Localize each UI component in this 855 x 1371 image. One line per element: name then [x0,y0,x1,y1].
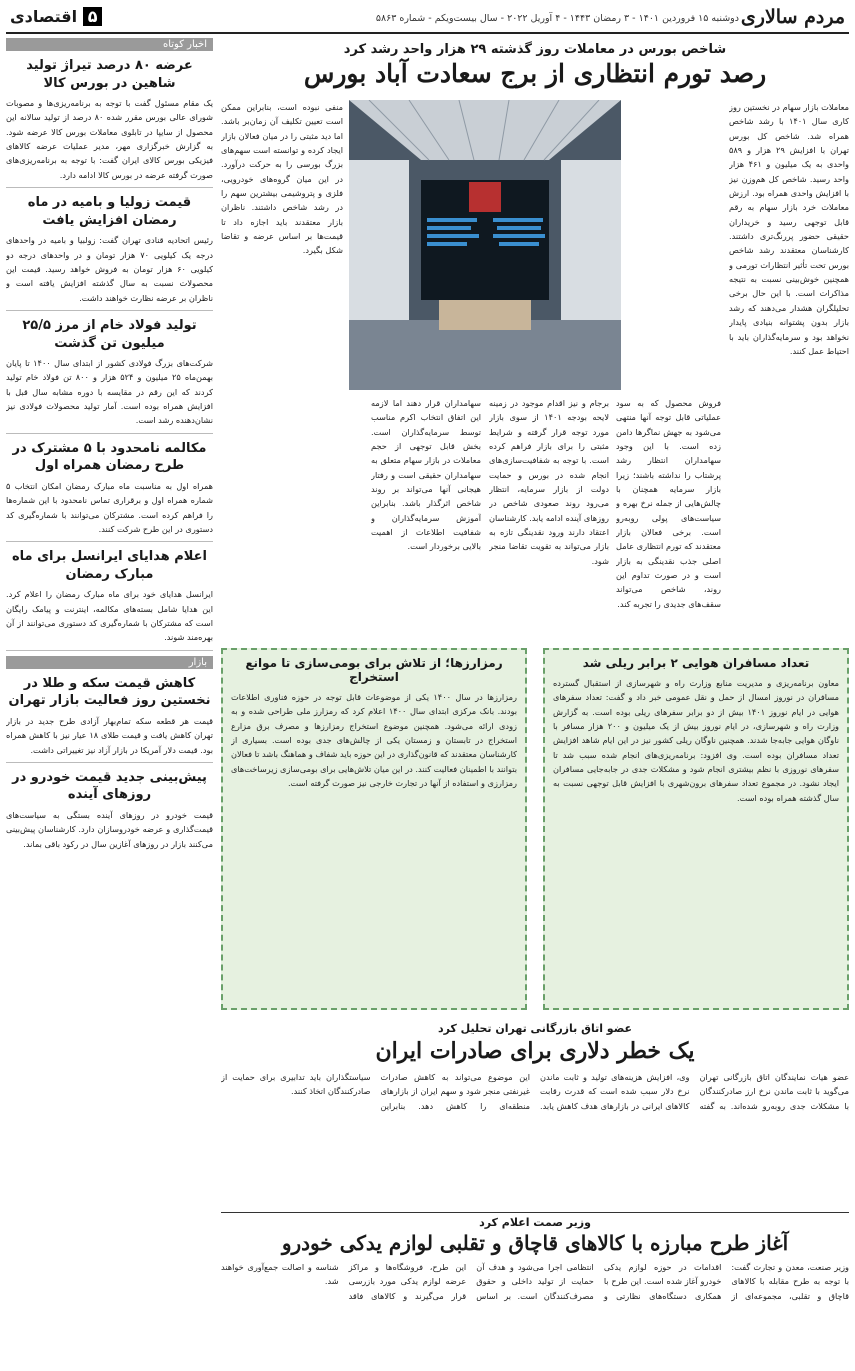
sidebar-item-title: مکالمه نامحدود با ۵ مشترک در طرح رمضان همراه اول [12,440,207,474]
lead-column-a: معاملات بازار سهام در نخستین روز کاری سال ۱۴۰۱ با رشد شاخص همراه شد. شاخص کل بورس تهران با افزایش ۲۹ هزار و ۵۸۹ واحدی به یک میلیون و ۴۶۱ هزار واحد رسید. شاخص کل هم‌وزن نیز با افزایش واحدی همراه بود. ارزش معاملات خرد بازار سهام به رقم قابل توجهی رسید و خریداران حقیقی حضور پررنگ‌تری داشتند. کارشناسان معتقدند رشد شاخص بورس تحت تأثیر انتظارات تورمی و همچنین خوش‌بینی نسبت به نتیجه مذاکرات است. با این حال برخی تحلیلگران هشدار می‌دهند که رشد بازار بدون پشتوانه بنیادی پایدار نخواهد بود و سرمایه‌گذاران باید با احتیاط عمل کنند. [729,102,849,356]
section3-headline: آغاز طرح مبارزه با کالاهای قاچاق و تقلبی لوازم یدکی خودرو [281,1231,789,1255]
divider [6,433,213,434]
news-sidebar [6,38,213,1365]
lead-column-b: فروش محصول که به سود عملیاتی قابل توجه آنها منتهی می‌شود به جهش نماگرها دامن زده است. با این وجود سهامداران انتظار رشد پرشتاب را نداشته باشند؛ زیرا بازار سرمایه همچنان با چالش‌هایی از جمله نرخ بهره و سیاست‌های پولی روبه‌رو است. برخی فعالان بازار معتقدند که تورم انتظاری عامل اصلی جذب نقدینگی به بازار است و در صورت تداوم این روند، شاخص می‌تواند سقف‌های جدیدی را تجربه کند. [616,398,721,609]
section-name: اقتصادی [10,7,78,26]
lead-column-d: سهامداران قرار دهند اما لازمه این اتفاق انتخاب اکرم مناسب توسط سرمایه‌گذاران است. بخش قابل توجهی از حجم معاملات در بازار سهام متعلق به سهامداران حقیقی است و رفتار هیجانی آنها می‌تواند بر روند شاخص اثرگذار باشد. بنابراین آموزش سرمایه‌گذاران و شفافیت اطلاعات از اهمیت بالایی برخوردار است. [371,398,481,552]
sidebar-item-text: قیمت خودرو در روزهای آینده بستگی به سیاست‌های قیمت‌گذاری و عرضه خودروسازان دارد. کارشناسان پیش‌بینی می‌کنند بازار در روزهای آغازین سال در رکود باقی بماند. [6,809,213,849]
section3-text: وزیر صنعت، معدن و تجارت گفت: با توجه به طرح مقابله با کالاهای قاچاق و تقلبی، مجموعه‌ای از اقدامات در حوزه لوازم یدکی خودرو آغاز شده است. این طرح با همکاری دستگاه‌های نظارتی و انتظامی اجرا می‌شود و هدف آن حمایت از تولید داخلی و حقوق مصرف‌کنندگان است. بر اساس این طرح، فروشگاه‌ها و مراکز عرضه لوازم یدکی مورد بازرسی قرار می‌گیرند و کالاهای فاقد شناسه و اصالت جمع‌آوری خواهند شد. [221,1262,849,1301]
section-label [10,7,106,26]
sidebar-tag-short-news: اخبار کوتاه [6,38,213,51]
divider [6,187,213,188]
sidebar-item-title: تولید فولاد خام از مرز ۲۵/۵ میلیون تن گذشت [22,317,197,351]
feature-boxes [221,648,849,1010]
section3-kicker: وزیر صمت اعلام کرد [479,1216,591,1229]
lead-column-c: برجام و نیز اقدام موجود در زمینه لایحه بودجه ۱۴۰۱ از سوی بازار مورد توجه قرار گرفته و شرایط مثبتی را برای بازار فراهم کرده است. با توجه به شفافیت‌سازی‌های انجام شده در بورس و حمایت دولت از بازار سرمایه، انتظار می‌رود روند صعودی شاخص در روزهای آینده ادامه یابد. کارشناسان اعتقاد دارند ورود نقدینگی تازه به بازار می‌تواند به تقویت تقاضا منجر شود. [489,398,609,566]
box-title: تعداد مسافران هوایی ۲ برابر ریلی شد [582,656,810,670]
newspaper-logo: مردم سالاری [740,6,845,28]
lead-column-e2 [221,396,343,644]
divider [6,310,213,311]
sidebar-item-text: شرکت‌های بزرگ فولادی کشور از ابتدای سال ۱۴۰۰ تا پایان بهمن‌ماه ۲۵ میلیون و ۵۲۴ هزار و ۸۰۰ تن فولاد خام تولید کردند که این رقم در مقایسه با دوره مشابه سال قبل با افزایش همراه بوده است. آمار تولید محصولات فولادی نیز نشان‌دهنده رشد است. [6,358,213,426]
sidebar-tag-market: بازار [6,656,213,669]
main-content [221,38,849,1365]
sidebar-item-title: کاهش قیمت سکه و طلا در نخستین روز فعالیت بازار تهران [8,675,211,709]
sidebar-item-title: قیمت زولیا و بامیه در ماه رمضان افزایش یافت [27,195,192,228]
dateline: دوشنبه ۱۵ فروردین ۱۴۰۱ - ۳ رمضان ۱۴۴۳ - ۴ آوریل ۲۰۲۲ - سال بیست‌ویکم - شماره ۵۸۶۳ [375,13,739,24]
divider [6,541,213,542]
lead-headline: رصد تورم انتظاری از برج سعادت آباد بورس [303,59,767,88]
sidebar-item-title: اعلام هدایای ایرانسل برای ماه مبارک رمضان [11,549,208,582]
box-text: رمزارزها در سال ۱۴۰۰ یکی از موضوعات قابل توجه در حوزه فناوری اطلاعات بودند. بانک مرکزی ابتدای سال ۱۴۰۰ اعلام کرد که رمزارز ملی طراحی شده و به زودی ارائه می‌شود. همچنین موضوع استخراج رمزارزها و مصرف برق مزارع استخراج در تابستان و زمستان یکی از چالش‌های جدی بوده است. بسیاری از کارشناسان معتقدند که قانون‌گذاری در این حوزه باید شفاف و هماهنگ باشد تا فعالان بتوانند با اطمینان فعالیت کنند. در این میان تلاش‌هایی برای بومی‌سازی زیرساخت‌های رمزارزی و استفاده از آنها در تجارت خارجی نیز صورت گرفته است. [231,692,517,789]
sidebar-item-text: قیمت هر قطعه سکه تمام‌بهار آزادی طرح جدید در بازار تهران کاهش یافت و قیمت طلای ۱۸ عیار نیز با کاهش همراه بود. قیمت دلار آمریکا در بازار آزاد نیز تغییراتی داشت. [6,715,213,755]
stock-exchange-photo [349,100,621,390]
crypto-box [221,648,527,1010]
sidebar-item-text: رئیس اتحادیه قنادی تهران گفت: زولبیا و بامیه در واحدهای درجه یک کیلویی ۷۰ هزار تومان و در واحدهای درجه دو کیلویی ۶۰ هزار تومان به فروش خواهد رسید. قیمت این محصولات نسبت به سال گذشته افزایش یافته است و ناظران بر عرضه نظارت خواهند داشت. [6,235,213,303]
divider [6,762,213,763]
stock-board-image [349,100,621,390]
section2-headline: یک خطر دلاری برای صادرات ایران [375,1038,695,1064]
sidebar-item-text: ایرانسل هدایای خود برای ماه مبارک رمضان را اعلام کرد. این هدایا شامل بسته‌های مکالمه، اینترنت و پیامک رایگان است که مشترکان با شماره‌گیری کد دستوری می‌توانند از آن بهره‌مند شوند. [6,589,213,643]
page-number: ۵ [83,7,103,26]
box-title: رمزارزها؛ از تلاش برای بومی‌سازی تا موانع استخراج [245,656,503,684]
box-text: معاون برنامه‌ریزی و مدیریت منابع وزارت راه و شهرسازی از استقبال گسترده مسافران در نوروز امسال از حمل و نقل عمومی خبر داد و گفت: تعداد سفرهای هوایی در ایام نوروز ۱۴۰۱ بیش از دو برابر سفرهای ریلی بوده است. به گزارش وزارت راه و شهرسازی، در ایام نوروز بیش از یک میلیون و ۲۰۰ هزار مسافر با ناوگان هوایی جابه‌جا شدند. همچنین ناوگان ریلی کشور نیز در این ایام شاهد افزایش تعداد مسافران بوده است. وی افزود: برنامه‌ریزی‌های انجام شده سبب شد تا سفرهای نوروزی با نظم بیشتری انجام شود و مشکلات جدی در جابه‌جایی مسافران ایجاد نشود. در مجموع تعداد سفرهای برون‌شهری با افزایش قابل توجهی نسبت به سال گذشته همراه بوده است. [553,678,839,803]
lead-column-e: منفی نبوده است، بنابراین ممکن است تعیین تکلیف آن زمان‌بر باشد. اما دید مثبتی را در میان فعالان بازار ایجاد کرده و توانسته است سهم‌های بزرگ بورسی را به حرکت درآورد. در این میان گروه‌های خودرویی، فلزی و پتروشیمی بیشترین سهم را در رشد شاخص داشتند. ناظران بازار معتقدند باید اجازه داد تا قیمت‌ها بر اساس عرضه و تقاضا شکل بگیرد. [221,102,343,256]
sidebar-item-text: یک مقام مسئول گفت با توجه به برنامه‌ریزی‌ها و مصوبات شورای عالی بورس مقرر شده ۸۰ درصد از تولید سالانه این محصول از سایپا در تابلوی معاملات بورس کالا عرضه شود. به گزارش خبرگزاری مهر، مدیر عملیات عرضه کالاهای فیزیکی بورس کالای ایران گفت: با توجه به برنامه‌ریزی‌های صورت گرفته عرضه در بورس کالا ادامه دارد. [6,98,213,180]
section2-text: عضو هیات نمایندگان اتاق بازرگانی تهران می‌گوید با ثابت ماندن نرخ ارز صادرکنندگان با مشکلات جدی روبه‌رو شده‌اند. به گفته وی، افزایش هزینه‌های تولید و ثابت ماندن نرخ دلار سبب شده است که قدرت رقابت کالاهای ایرانی در بازارهای هدف کاهش یابد. این موضوع می‌تواند به کاهش صادرات غیرنفتی منجر شود و سهم ایران از بازارهای منطقه‌ای را کاهش دهد. بنابراین سیاستگذاران باید تدابیری برای حمایت از صادرکنندگان اتخاذ کنند. [221,1072,849,1111]
masthead [6,6,849,34]
sidebar-item-title: عرضه ۸۰ درصد تیراژ تولید شاهین در بورس کالا [26,58,193,91]
sidebar-item-text: همراه اول به مناسبت ماه مبارک رمضان امکان انتخاب ۵ شماره همراه اول و برقراری تماس نامحدود با این شماره‌ها را فراهم کرده است. مشترکان می‌توانند با شماره‌گیری کد دستوری در این طرح شرکت کنند. [6,480,213,534]
divider [6,650,213,651]
divider [221,1212,849,1213]
sidebar-item-title: پیش‌بینی جدید قیمت خودرو در روزهای آینده [12,769,207,803]
air-travel-box [543,648,849,1010]
lead-kicker: شاخص بورس در معاملات روز گذشته ۲۹ هزار واحد رشد کرد [343,42,727,57]
section2-kicker: عضو اتاق بازرگانی تهران تحلیل کرد [437,1022,633,1035]
